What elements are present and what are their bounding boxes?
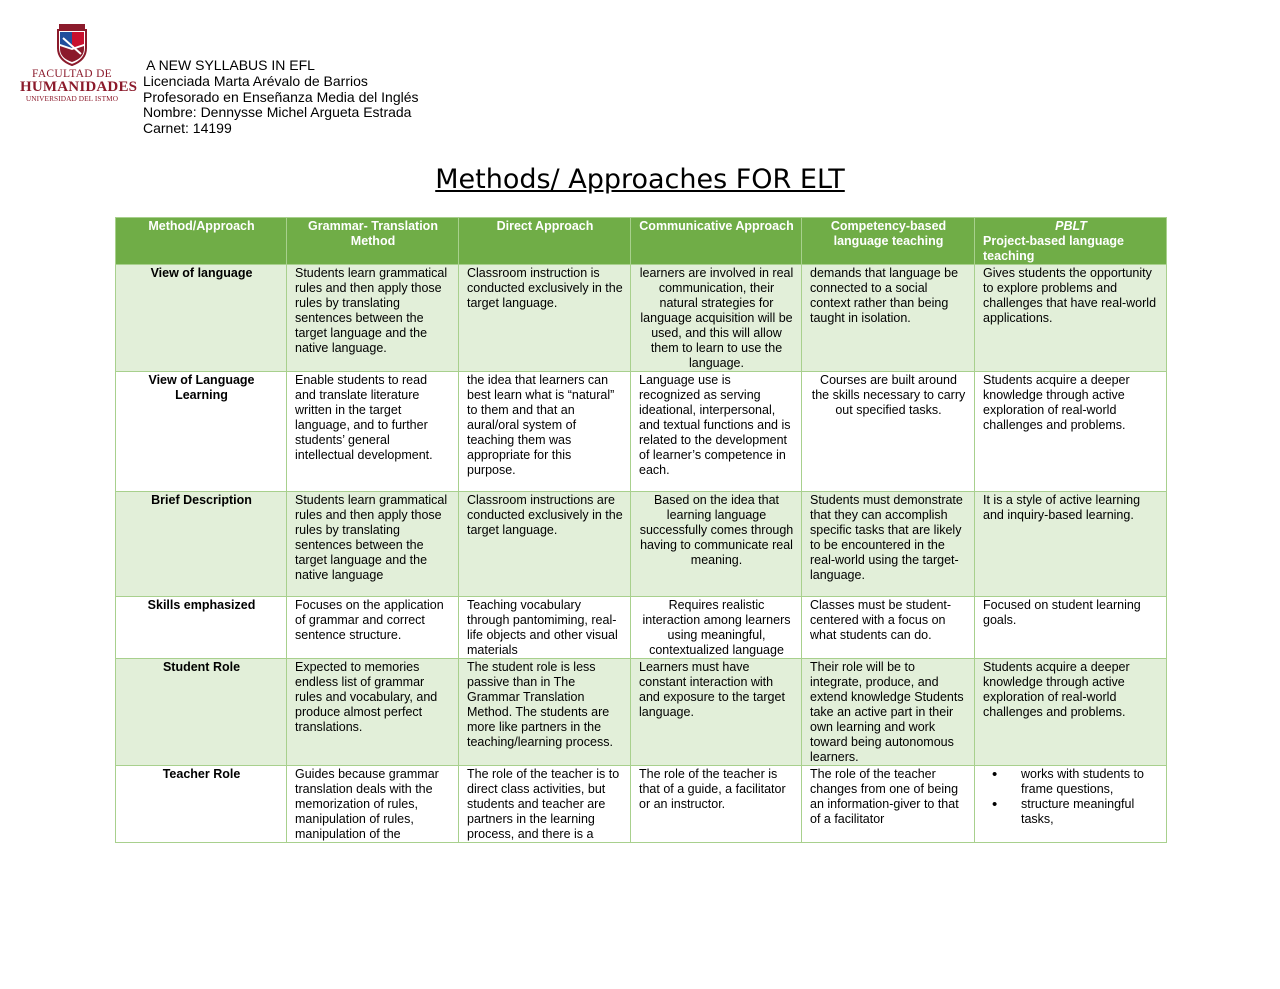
table-cell: learners are involved in real communication, their natural strategies for language acquisition will be used, and this will allow them to learn to use the language. [631,265,802,372]
shield-crest-icon [55,24,89,66]
header-carnet: Carnet: 14199 [143,120,232,137]
table-cell: Learners must have constant interaction with and exposure to the target language. [631,659,802,766]
methods-table [115,217,1167,843]
table-row [116,372,1167,492]
row-label: View of language [116,265,287,372]
header-teacher: Licenciada Marta Arévalo de Barrios [143,72,368,89]
table-row [116,659,1167,766]
table-cell: Courses are built around the skills necessary to carry out specified tasks. [802,372,975,492]
table-cell: Gives students the opportunity to explore problems and challenges that have real-world applications. [975,265,1167,372]
table-cell: the idea that learners can best learn what is “natural” to them and that an aural/oral system of teaching them was appropriate for this purpose. [459,372,631,492]
document-header [143,58,419,137]
header-cell-competency-based: Competency-based language teaching [802,218,975,265]
table-row [116,265,1167,372]
table-cell: Classes must be student-centered with a focus on what students can do. [802,597,975,659]
table-cell: The role of the teacher is that of a guide, a facilitator or an instructor. [631,766,802,843]
list-item: • works with students to frame questions, [1021,767,1159,797]
header-cell-communicative: Communicative Approach [631,218,802,265]
row-label: Brief Description [116,492,287,597]
header-pblt-abbr: PBLT [1055,219,1087,233]
header-cell-direct-approach: Direct Approach [459,218,631,265]
table-header-row [116,218,1167,265]
table-cell: Focuses on the application of grammar and correct sentence structure. [287,597,459,659]
bullet-list [983,767,1159,827]
table-cell: Guides because grammar translation deals with the memorization of rules, manipulation of rules, manipulation of the [287,766,459,843]
table-cell: Classroom instruction is conducted exclusively in the target language. [459,265,631,372]
table-row [116,492,1167,597]
header-student-name: Nombre: Dennysse Michel Argueta Estrada [143,104,412,121]
table-cell: The role of the teacher is to direct class activities, but students and teacher are partners in the learning process, and there is a [459,766,631,843]
page-title: Methods/ Approaches FOR ELT [435,164,845,195]
row-label: Student Role [116,659,287,766]
table-cell: Students learn grammatical rules and then apply those rules by translating sentences between the target language and the native language [287,492,459,597]
table-cell: It is a style of active learning and inquiry-based learning. [975,492,1167,597]
list-item: • structure meaningful tasks, [1021,797,1159,827]
table-cell: Students must demonstrate that they can accomplish specific tasks that are likely to be encountered in the real-world using the target-language. [802,492,975,597]
logo-line-university: UNIVERSIDAD DEL ISTMO [25,94,119,103]
table-cell: Based on the idea that learning language successfully comes through having to communicate real meaning. [631,492,802,597]
table-cell: Teaching vocabulary through pantomiming, real-life objects and other visual materials [459,597,631,659]
logo-line-faculty: FACULTAD DE [31,68,112,80]
table-cell: Focused on student learning goals. [975,597,1167,659]
table-cell: Enable students to read and translate literature written in the target language, and to further students’ general intellectual development. [287,372,459,492]
header-pblt-full: Project-based language teaching [983,234,1125,263]
logo-line-humanities: HUMANIDADES [20,79,138,95]
header-cell-method: Method/Approach [116,218,287,265]
header-cell-pblt [975,218,1167,265]
table-cell: Expected to memories endless list of grammar rules and vocabulary, and produce almost perfect translations. [287,659,459,766]
university-logo [20,24,138,108]
header-cell-grammar-translation: Grammar- Translation Method [287,218,459,265]
table-row [116,766,1167,843]
table-cell: Classroom instructions are conducted exclusively in the target language. [459,492,631,597]
table-cell: demands that language be connected to a social context rather than being taught in isolation. [802,265,975,372]
header-syllabus: A NEW SYLLABUS IN EFL [143,57,315,73]
table-cell: Requires realistic interaction among learners using meaningful, contextualized language [631,597,802,659]
table-cell [975,766,1167,843]
row-label: Skills emphasized [116,597,287,659]
table-cell: Language use is recognized as serving ideational, interpersonal, and textual functions and is related to the development of learner’s competence in each. [631,372,802,492]
table-cell: Students acquire a deeper knowledge through active exploration of real-world challenges and problems. [975,659,1167,766]
header-program: Profesorado en Enseñanza Media del Inglés [143,88,419,105]
table-cell: Students learn grammatical rules and then apply those rules by translating sentences between the target language and the native language. [287,265,459,372]
table-cell: Students acquire a deeper knowledge through active exploration of real-world challenges and problems. [975,372,1167,492]
table-row [116,597,1167,659]
row-label: Teacher Role [116,766,287,843]
table-cell: The student role is less passive than in The Grammar Translation Method. The students are more like partners in the teaching/learning process. [459,659,631,766]
table-cell: The role of the teacher changes from one of being an information-giver to that of a facilitator [802,766,975,843]
row-label: View of Language Learning [116,372,287,492]
table-cell: Their role will be to integrate, produce, and extend knowledge Students take an active part in their own learning and work toward being autonomous learners. [802,659,975,766]
